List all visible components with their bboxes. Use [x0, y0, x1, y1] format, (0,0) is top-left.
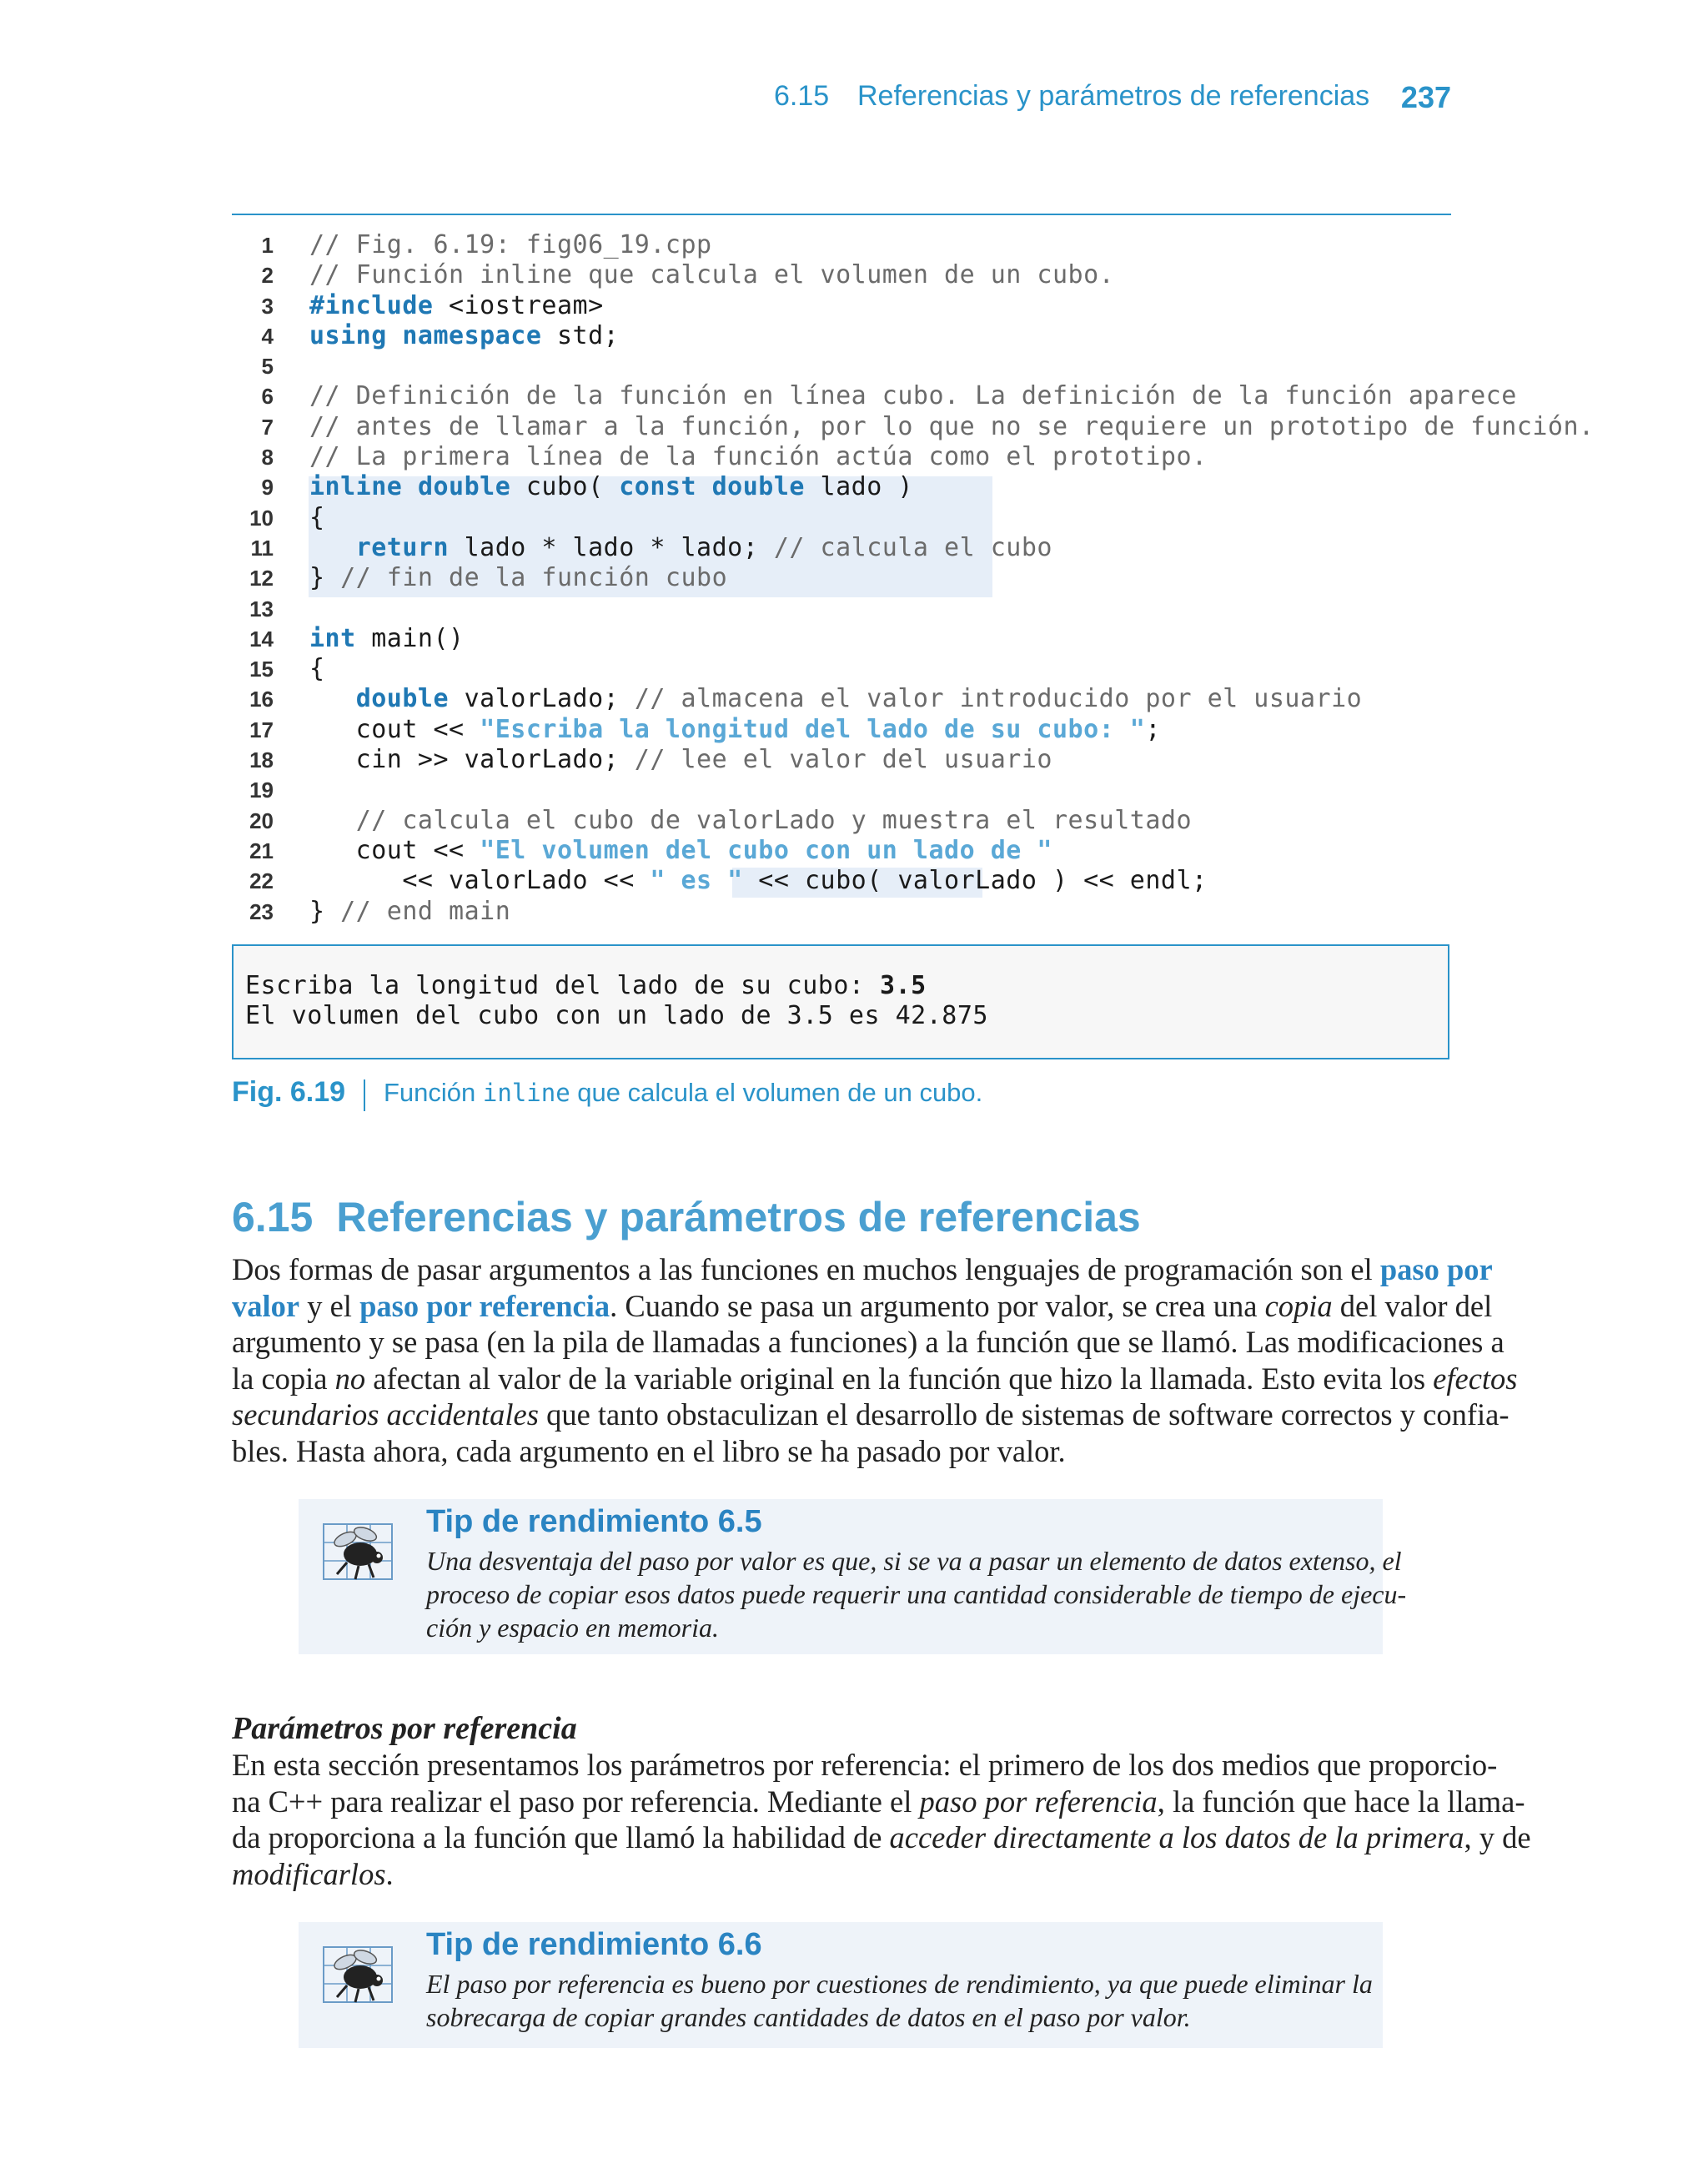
code-text: [309, 897, 510, 927]
text-line: [232, 1433, 1451, 1470]
text-segment: del valor del: [1332, 1288, 1493, 1323]
code-line: [232, 897, 1451, 927]
running-head-section: 6.15: [774, 80, 830, 112]
code-keyword: inline: [309, 472, 403, 502]
code-keyword: double: [355, 684, 450, 714]
code-text: [309, 806, 1192, 836]
code-line: [232, 775, 1451, 805]
line-number: 15: [249, 657, 274, 682]
text-segment: , y de: [1464, 1820, 1531, 1855]
line-number: 5: [261, 354, 274, 380]
code-line: [232, 866, 1451, 896]
code-text: [309, 624, 465, 654]
code-keyword: using: [309, 320, 387, 350]
emphasis: secundarios accidentales: [232, 1397, 539, 1432]
code-string: "El volumen del cubo con un lado de ": [480, 835, 1052, 865]
code-comment: // Función inline que calcula el volumen de un cubo.: [309, 260, 1115, 290]
code-token: [309, 806, 356, 835]
emphasis: efectos: [1433, 1361, 1518, 1396]
code-token: cubo(: [510, 472, 620, 502]
caption-divider: [364, 1079, 365, 1111]
text-line: [232, 1819, 1531, 1856]
line-number: 7: [261, 414, 274, 440]
performance-bug-icon: [322, 1517, 397, 1584]
code-token: [309, 684, 356, 713]
code-text: [309, 745, 1052, 775]
code-text: [309, 563, 727, 593]
code-text: [309, 533, 1052, 563]
caption-code-word: inline: [482, 1079, 570, 1107]
line-number: 12: [249, 566, 274, 591]
line-number: 19: [249, 777, 274, 803]
caption-text: [384, 1078, 982, 1108]
text-segment: y el: [299, 1288, 360, 1323]
line-number: 8: [261, 445, 274, 471]
code-comment: // Fig. 6.19: fig06_19.cpp: [309, 230, 712, 259]
key-term: paso por referencia: [359, 1288, 610, 1323]
paragraph-intro: [232, 1251, 1518, 1470]
code-line: [232, 594, 1451, 624]
code-keyword: const: [619, 472, 697, 502]
code-line: [232, 381, 1517, 411]
code-token: std;: [541, 320, 620, 350]
code-text: [309, 412, 1595, 442]
line-number: 6: [261, 384, 274, 410]
code-keyword: return: [355, 532, 450, 562]
line-number: 23: [249, 898, 274, 924]
code-line: [232, 230, 1451, 260]
running-head-title: Referencias y parámetros de referencias: [857, 80, 1370, 112]
text-line: [232, 1784, 1525, 1820]
emphasis: acceder directamente a los datos de la primera: [889, 1820, 1464, 1855]
tip-line: ción y espacio en memoria.: [426, 1613, 720, 1643]
line-number: 11: [250, 535, 274, 561]
code-comment: // almacena el valor introducido por el usuario: [634, 684, 1363, 714]
code-keyword: double: [417, 472, 511, 502]
line-number: 9: [261, 475, 274, 501]
code-token: lado * lado * lado;: [449, 532, 774, 562]
code-comment: // fin de la función cubo: [340, 563, 728, 593]
code-line: [232, 563, 1451, 593]
code-token: [696, 472, 712, 501]
text-line: [232, 1288, 1493, 1325]
line-number: 20: [249, 808, 274, 833]
performance-bug-icon: [322, 1940, 397, 2007]
line-number: 3: [261, 293, 274, 319]
code-line: [232, 321, 1451, 351]
code-token: [387, 321, 403, 350]
code-text: [309, 321, 619, 351]
code-listing: [232, 230, 1595, 927]
code-keyword: double: [711, 472, 805, 502]
text-line: [232, 1856, 1451, 1893]
text-line: [232, 1324, 1505, 1361]
line-number: 1: [261, 233, 274, 258]
code-line: [232, 291, 1451, 321]
text-segment: . Cuando se pasa un argumento por valor, se crea una: [610, 1288, 1265, 1323]
text-segment: En esta sección presentamos los parámetros por referencia: el primero de los dos medios que proporcio-: [232, 1748, 1498, 1782]
figure-number: Fig. 6.19: [232, 1076, 346, 1108]
code-keyword: namespace: [402, 320, 542, 350]
subsection-heading: Parámetros por referencia: [232, 1711, 577, 1746]
running-head: [232, 80, 1451, 122]
code-token: {: [309, 502, 325, 532]
text-segment: .: [385, 1856, 394, 1891]
code-line: [232, 351, 1451, 381]
line-number: 14: [249, 626, 274, 652]
key-term: paso por: [1379, 1252, 1493, 1286]
code-line: [232, 411, 1595, 442]
caption-text-before: Función: [384, 1078, 483, 1107]
text-line: [232, 1747, 1498, 1784]
emphasis: modificarlos: [232, 1856, 386, 1891]
code-keyword: int: [309, 623, 356, 653]
line-number: 22: [249, 868, 274, 894]
code-token: valorLado;: [449, 684, 635, 714]
code-line: [232, 836, 1451, 866]
tip-body: [426, 1544, 1407, 1644]
code-token: cout <<: [309, 835, 480, 865]
code-text: [309, 381, 1517, 411]
text-segment: que tanto obstaculizan el desarrollo de sistemas de software correctos y confia-: [538, 1397, 1510, 1432]
line-number: 18: [249, 747, 274, 773]
key-term: valor: [232, 1288, 300, 1323]
line-number: 16: [249, 687, 274, 712]
code-text: [309, 684, 1362, 714]
emphasis: copia: [1264, 1288, 1333, 1323]
text-line: [232, 1251, 1493, 1288]
code-line: [232, 260, 1451, 290]
code-token: {: [309, 654, 325, 684]
line-number: 4: [261, 323, 274, 349]
text-segment: la copia: [232, 1361, 335, 1396]
code-comment: // lee el valor del usuario: [634, 745, 1052, 775]
line-number: 21: [249, 838, 274, 863]
code-line: [232, 624, 1451, 654]
code-line: [232, 503, 1451, 533]
code-line: [232, 442, 1451, 472]
code-token: cin >> valorLado;: [309, 745, 635, 775]
text-line: [232, 1396, 1510, 1433]
code-comment: // end main: [340, 896, 511, 926]
code-comment: // calcula el cubo: [773, 532, 1052, 562]
tip-line: proceso de copiar esos datos puede requerir una cantidad considerable de tiempo de ejecu-: [426, 1579, 1407, 1609]
code-line: [232, 654, 1451, 684]
code-line: [232, 684, 1451, 714]
code-comment: // antes de llamar a la función, por lo que no se requiere un prototipo de función.: [309, 411, 1595, 441]
code-line: [232, 806, 1451, 836]
code-text: [309, 230, 712, 260]
code-token: }: [309, 896, 341, 926]
code-text: [309, 836, 1052, 866]
code-text: [309, 503, 325, 533]
code-token: }: [309, 563, 341, 593]
code-line: [232, 715, 1451, 745]
program-output: [232, 944, 1449, 1059]
line-number: 2: [261, 263, 274, 289]
code-comment: // La primera línea de la función actúa como el prototipo.: [309, 442, 1208, 472]
tip-title: Tip de rendimiento 6.6: [426, 1927, 762, 1962]
paragraph-reference-params: [232, 1747, 1531, 1892]
code-token: << cubo( valorLado ) << endl;: [742, 866, 1208, 896]
code-text: [309, 442, 1208, 472]
code-text: [309, 472, 913, 502]
output-user-input: 3.5: [880, 971, 927, 1000]
code-keyword: #include: [309, 290, 434, 320]
text-segment: na C++ para realizar el paso por referencia. Mediante el: [232, 1784, 920, 1819]
tip-title: Tip de rendimiento 6.5: [426, 1504, 762, 1539]
section-number: 6.15: [232, 1194, 314, 1240]
text-segment: Dos formas de pasar argumentos a las funciones en muchos lenguajes de programación son el: [232, 1252, 1380, 1286]
code-text: [309, 866, 1208, 896]
code-token: cout <<: [309, 714, 480, 744]
text-segment: da proporciona a la función que llamó la habilidad de: [232, 1820, 890, 1855]
code-line: [232, 745, 1451, 775]
code-token: lado ): [805, 472, 913, 502]
code-comment: // Definición de la función en línea cubo. La definición de la función aparece: [309, 381, 1517, 411]
line-number: 13: [249, 596, 274, 621]
code-text: [309, 260, 1114, 290]
text-segment: bles. Hasta ahora, cada argumento en el libro se ha pasado por valor.: [232, 1433, 1066, 1468]
text-segment: , la función que hace la llama-: [1157, 1784, 1525, 1819]
code-string: "Escriba la longitud del lado de su cubo: ": [480, 714, 1146, 744]
code-token: [402, 472, 418, 501]
text-line: [232, 1361, 1518, 1397]
code-string: " es ": [650, 866, 743, 896]
code-top-rule: [232, 214, 1451, 215]
tip-line: sobrecarga de copiar grandes cantidades de datos en el paso por valor.: [426, 2002, 1191, 2032]
text-segment: afectan al valor de la variable original en la función que hizo la llamada. Esto evita los: [365, 1361, 1434, 1396]
code-comment: // calcula el cubo de valorLado y muestra el resultado: [355, 805, 1193, 835]
code-text: [309, 291, 604, 321]
code-token: main(): [355, 623, 465, 653]
line-number: 17: [249, 717, 274, 742]
output-prompt: Escriba la longitud del lado de su cubo:: [245, 971, 881, 1000]
code-token: <iostream>: [433, 290, 604, 320]
code-text: [309, 654, 325, 684]
performance-tip-1: [299, 1499, 1407, 1654]
code-token: << valorLado <<: [309, 866, 651, 896]
performance-tip-2: [299, 1922, 1383, 2048]
emphasis: paso por referencia: [919, 1784, 1158, 1819]
caption-text-after: que calcula el volumen de un cubo.: [570, 1078, 983, 1107]
code-text: [309, 715, 1161, 745]
tip-line: El paso por referencia es bueno por cuestiones de rendimiento, ya que puede eliminar la: [426, 1969, 1373, 1999]
text-segment: argumento y se pasa (en la pila de llamadas a funciones) a la función que se llamó. Las modificaciones a: [232, 1325, 1505, 1360]
section-title: Referencias y parámetros de referencias: [336, 1194, 1141, 1240]
line-number: 10: [249, 505, 274, 531]
code-token: [309, 533, 356, 562]
output-line-1: [245, 971, 927, 1000]
code-token: ;: [1145, 714, 1161, 744]
page-number: 237: [1400, 80, 1451, 114]
tip-body: [426, 1967, 1373, 2034]
output-line-2: El volumen del cubo con un lado de 3.5 es 42.875: [245, 1001, 988, 1030]
code-line: [232, 472, 1451, 502]
code-line: [232, 533, 1451, 563]
tip-line: Una desventaja del paso por valor es que, si se va a pasar un elemento de datos extenso, el: [426, 1546, 1402, 1576]
section-heading: [232, 1193, 1141, 1241]
emphasis: no: [334, 1361, 366, 1396]
